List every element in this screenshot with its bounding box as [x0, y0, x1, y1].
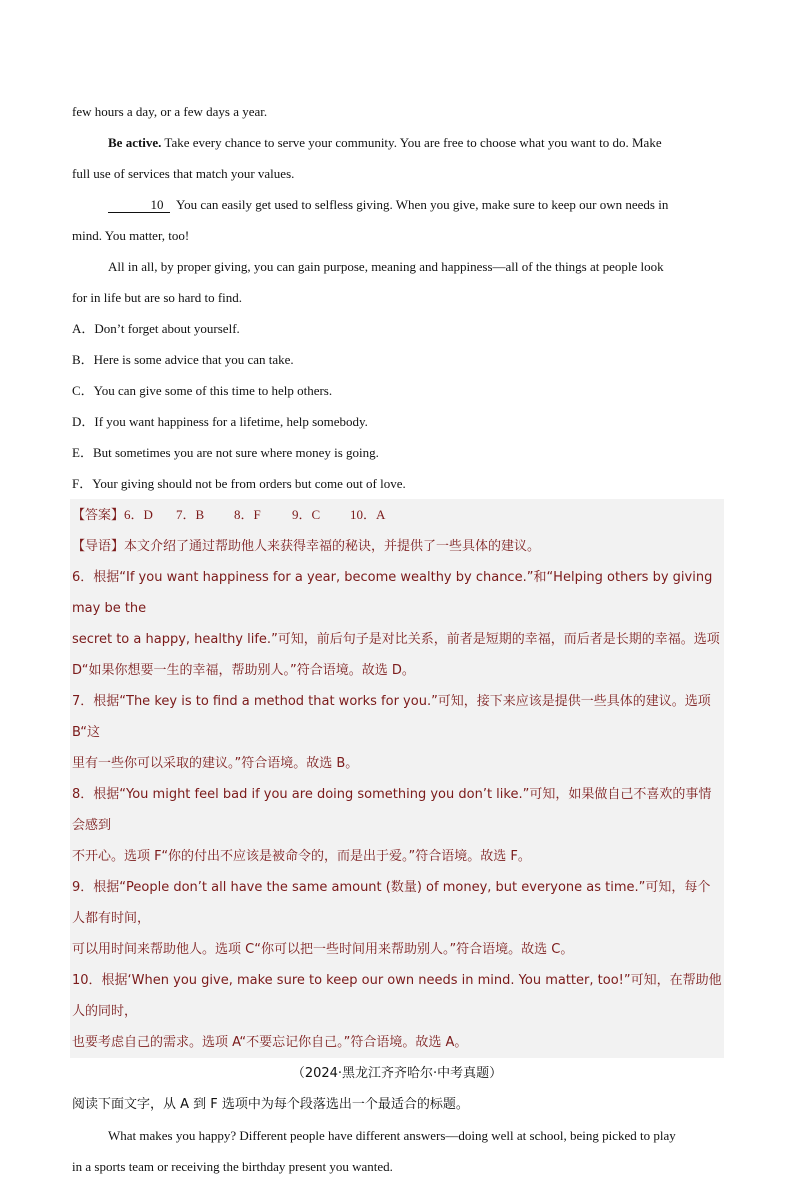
explanation-line: 不开心。选项 F“你的付出不应该是被命令的，而是出于爱。”符合语境。故选 F。	[72, 849, 531, 864]
guide-text: 本文介绍了通过帮助他人来获得幸福的秘诀，并提供了一些具体的建议。	[124, 539, 541, 554]
text-span: You can easily get used to selfless giving. When you give, make sure to keep our own needs in	[176, 197, 669, 212]
answer-item: 8．F	[234, 507, 261, 522]
passage-line: in a sports team or receiving the birthday present you wanted.	[72, 1159, 393, 1174]
answer-item: 10．A	[350, 507, 386, 522]
text-line: few hours a day, or a few days a year.	[72, 104, 268, 119]
option-d: D．If you want happiness for a lifetime, help somebody.	[72, 414, 368, 429]
explanation-line: 9．根据“People don’t all have the same amount (数量) of money, but everyone as time.”可知，每个人都有时间，	[72, 880, 711, 926]
paragraph-be-active	[72, 127, 722, 158]
document-page	[72, 96, 722, 1182]
paragraph-blank-10	[72, 189, 722, 220]
instruction-line: 阅读下面文字，从 A 到 F 选项中为每个段落选出一个最适合的标题。	[72, 1097, 469, 1112]
answer-line	[72, 499, 722, 531]
text-line: All in all, by proper giving, you can gain purpose, meaning and happiness—all of the things at people look	[108, 259, 664, 274]
option-e: E．But sometimes you are not sure where money is going.	[72, 445, 379, 460]
option-f: F．Your giving should not be from orders but come out of love.	[72, 476, 406, 491]
passage-line: What makes you happy? Different people have different answers—doing well at school, being picked to play	[108, 1128, 676, 1143]
answer-item: 6．D	[124, 507, 153, 522]
text-span: Take every chance to serve your community. You are free to choose what you want to do. Make	[161, 135, 662, 150]
option-c: C．You can give some of this time to help others.	[72, 383, 333, 398]
answer-label: 【答案】	[72, 508, 125, 523]
explanation-line: 8．根据“You might feel bad if you are doing something you don’t like.”可知，如果做自己不喜欢的事情会感到	[72, 787, 712, 833]
explanation-line: 6．根据“If you want happiness for a year, become wealthy by chance.”和“Helping others by giving may be the	[72, 570, 713, 616]
answer-section	[70, 499, 724, 1058]
option-a: A．Don’t forget about yourself.	[72, 321, 240, 336]
blank-10: 10	[108, 198, 170, 213]
explanation-line: 可以用时间来帮助他人。选项 C“你可以把一些时间用来帮助别人。”符合语境。故选 C。	[72, 942, 574, 957]
explanation-line: 也要考虑自己的需求。选项 A“不要忘记你自己。”符合语境。故选 A。	[72, 1035, 468, 1050]
explanation-line: D“如果你想要一生的幸福，帮助别人。”符合语境。故选 D。	[72, 663, 415, 678]
source-citation: （2024·黑龙江齐齐哈尔·中考真题）	[291, 1066, 503, 1081]
guide-line	[72, 531, 722, 562]
text-line: mind. You matter, too!	[72, 228, 190, 243]
explanation-line: 10．根据‘When you give, make sure to keep our own needs in mind. You matter, too!”可知，在帮助他人的同时，	[72, 973, 722, 1019]
text-line: for in life but are so hard to find.	[72, 290, 243, 305]
explanation-line: 7．根据“The key is to find a method that works for you.”可知，接下来应该是提供一些具体的建议。选项 B“这	[72, 694, 711, 740]
explanation-line: secret to a happy, healthy life.”可知，前后句子是对比关系，前者是短期的幸福，而后者是长期的幸福。选项	[72, 632, 720, 647]
guide-label: 【导语】	[72, 539, 125, 554]
answer-item: 7．B	[176, 507, 205, 522]
text-line: full use of services that match your values.	[72, 166, 295, 181]
answer-item: 9．C	[292, 507, 321, 522]
bold-heading: Be active.	[108, 135, 162, 150]
option-b: B．Here is some advice that you can take.	[72, 352, 294, 367]
explanation-line: 里有一些你可以采取的建议。”符合语境。故选 B。	[72, 756, 359, 771]
